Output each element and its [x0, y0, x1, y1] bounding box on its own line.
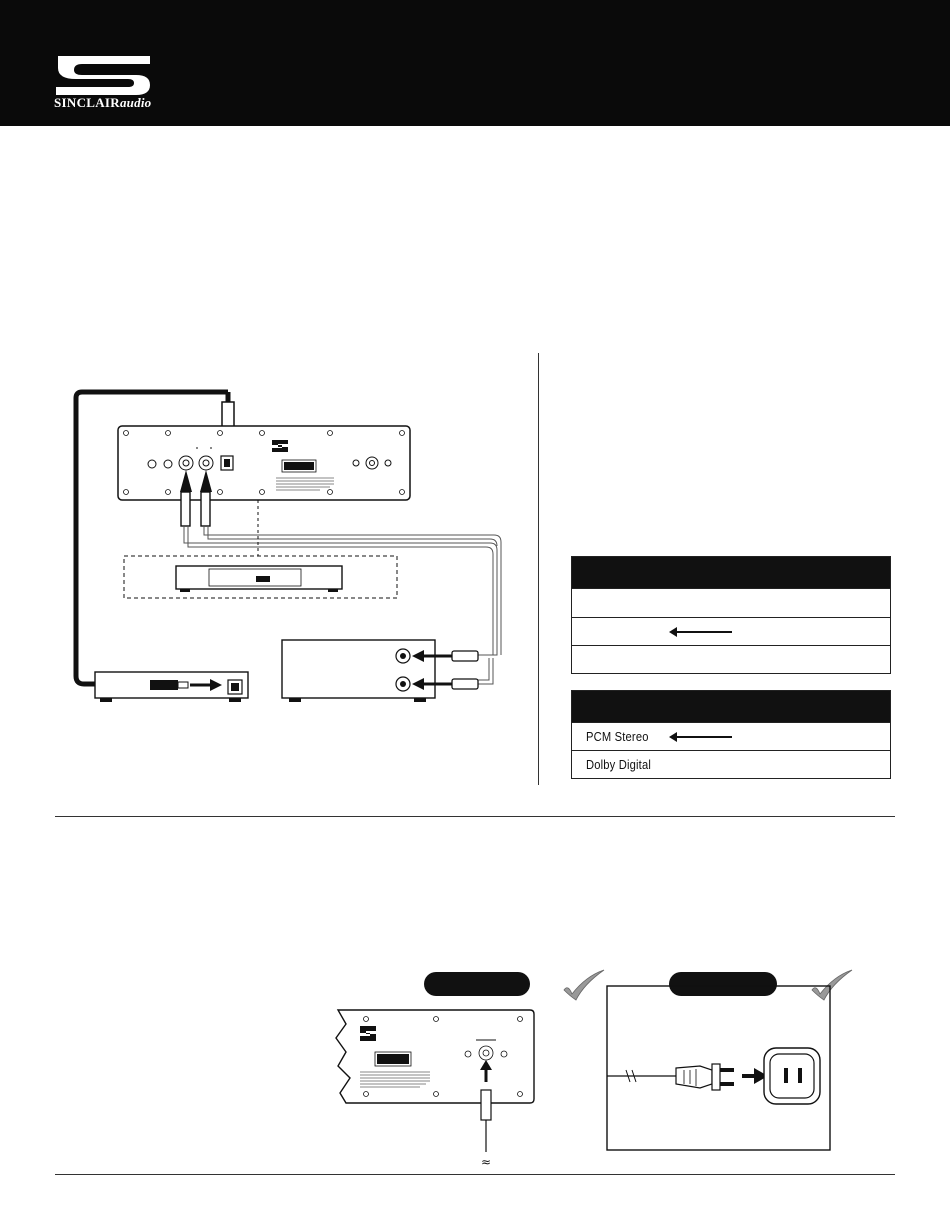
table-bottom	[571, 690, 891, 779]
label-pill	[669, 972, 777, 996]
wall-outlet	[764, 1048, 820, 1104]
table-top	[571, 556, 891, 674]
table-row	[572, 645, 890, 673]
table-row	[572, 617, 890, 645]
table-bottom-header	[572, 691, 890, 722]
check-icon	[812, 970, 852, 1000]
connection-diagram	[0, 0, 540, 720]
check-icon	[564, 970, 604, 1000]
table-cell: PCM Stereo	[586, 729, 649, 744]
decoder-box	[282, 640, 435, 698]
section-divider	[55, 816, 895, 817]
table-cell: Dolby Digital	[586, 757, 651, 772]
brand-name: SINCLAIR	[54, 95, 120, 110]
table-row	[572, 750, 890, 778]
selection-arrow-icon	[676, 736, 732, 738]
label-pill	[424, 972, 530, 996]
selection-arrow-icon	[676, 631, 732, 633]
table-row	[572, 588, 890, 617]
table-row	[572, 722, 890, 750]
brand-suffix: audio	[119, 95, 152, 110]
speaker-panel-cutaway	[336, 1010, 534, 1103]
footer-divider	[55, 1174, 895, 1175]
table-top-header	[572, 557, 890, 588]
outlet-frame	[607, 986, 830, 1150]
wave-icon: ≈	[481, 1155, 492, 1169]
column-divider	[538, 353, 539, 785]
